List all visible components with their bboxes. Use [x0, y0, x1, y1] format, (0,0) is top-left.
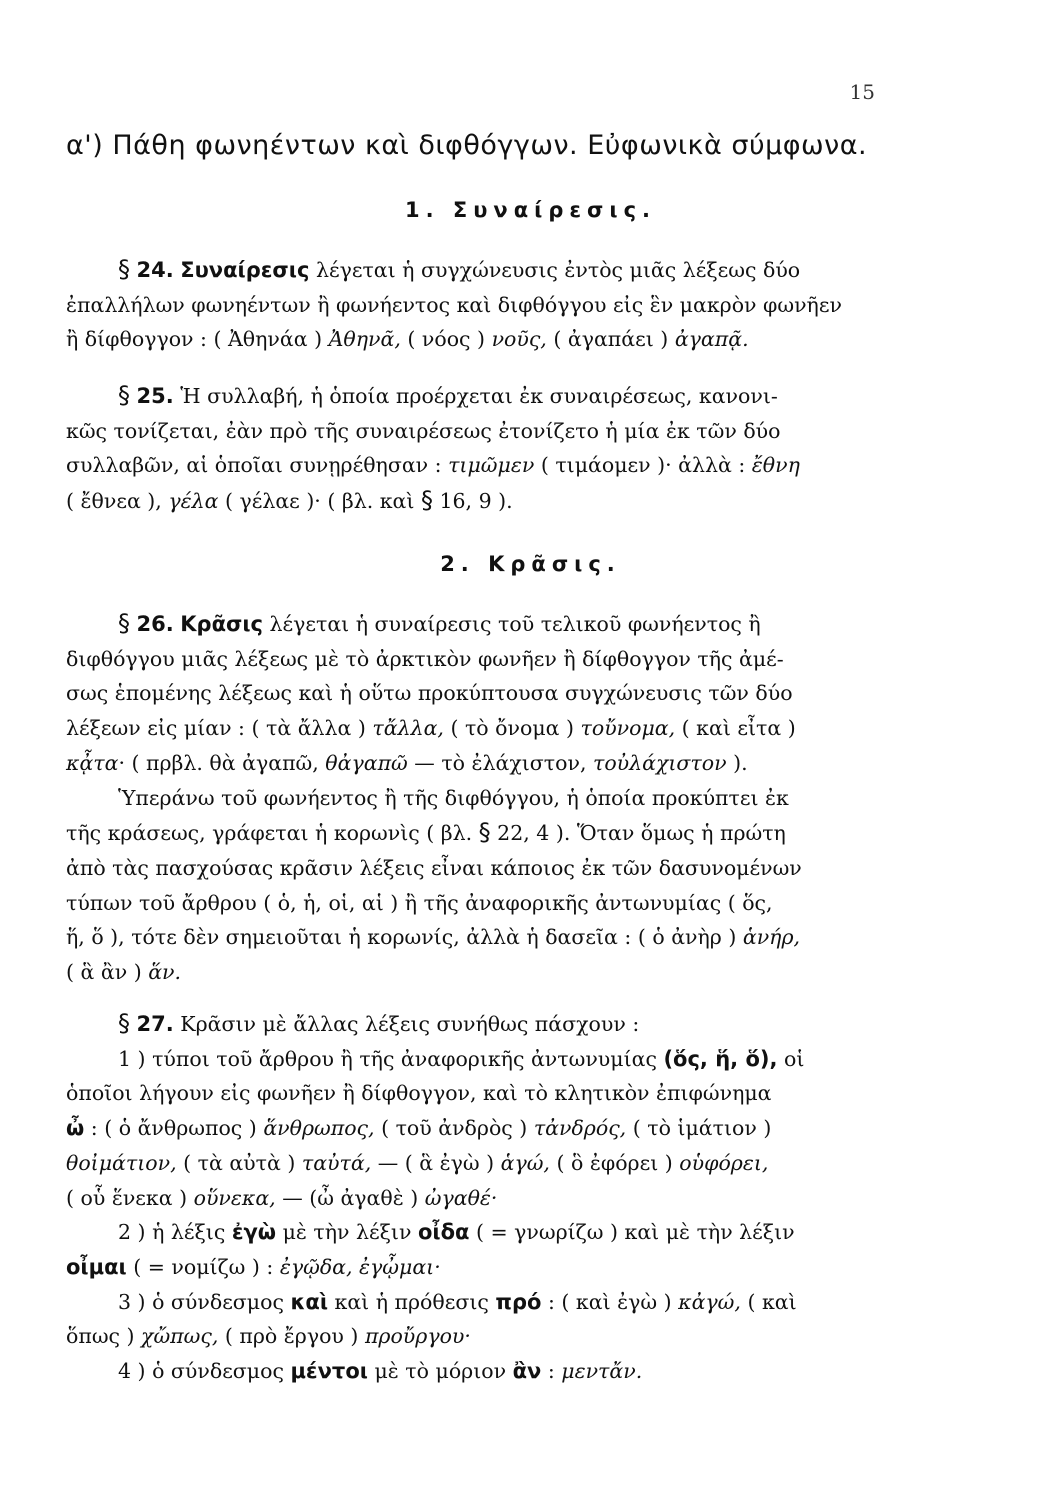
- example: νοῦς,: [491, 327, 547, 352]
- text: συλλαβῶν, αἱ ὁποῖαι συνῃρέθησαν :: [66, 453, 449, 478]
- line: [66, 606, 878, 642]
- text: : ( καὶ ἐγὼ ): [541, 1289, 679, 1314]
- text: 3 ) ὁ σύνδεσμος: [118, 1289, 291, 1314]
- text: — (ὦ ἀγαθὲ ): [275, 1185, 425, 1210]
- text: ( ἀγαπάει ): [546, 327, 675, 352]
- line: [66, 378, 878, 414]
- text: 4 ) ὁ σύνδεσμος: [118, 1359, 291, 1384]
- line: [66, 1354, 878, 1389]
- section-sign: §: [478, 818, 491, 847]
- text: ( γέλαε )· ( βλ. καὶ: [218, 489, 421, 514]
- text: ( καὶ: [740, 1289, 797, 1314]
- text: κῶς τονίζεται, ἐὰν πρὸ τῆς συναιρέσεως ἐτονίζετο ἡ μία ἐκ τῶν δύο: [66, 418, 781, 443]
- section-number: 27.: [136, 1012, 174, 1036]
- line: [66, 955, 878, 990]
- text: · ( πρβλ. θὰ ἀγαπῶ,: [118, 750, 326, 775]
- text: : ( ὁ ἄνθρωπος ): [84, 1116, 264, 1141]
- example: κἀγώ,: [678, 1289, 741, 1314]
- text: — τὸ ἐλάχιστον,: [407, 750, 593, 775]
- section-27: [66, 1006, 878, 1389]
- section-25: [66, 378, 878, 519]
- text: τύπων τοῦ ἄρθρου ( ὁ, ἡ, οἱ, αἱ ) ἢ τῆς ἀναφορικῆς ἀντωνυμίας ( ὅς,: [66, 890, 773, 915]
- line: [66, 781, 878, 816]
- example: τἄλλα,: [372, 716, 444, 741]
- line: [66, 1146, 878, 1181]
- section-sign: §: [118, 609, 130, 637]
- text: καὶ ἡ πρόθεσις: [328, 1289, 496, 1314]
- line: [66, 322, 878, 357]
- text: ( ἔθνεα ),: [66, 489, 169, 514]
- example: χὤπως,: [141, 1324, 219, 1349]
- example: ἁγώ,: [500, 1150, 550, 1175]
- text: ( νόος ): [400, 327, 492, 352]
- text: ( ἃ ἂν ): [66, 960, 149, 985]
- text: ἀπὸ τὰς πασχούσας κρᾶσιν λέξεις εἶναι κάποιος ἐκ τῶν δασυνομένων: [66, 855, 802, 880]
- term: μέντοι: [290, 1359, 368, 1384]
- text: ὅπως ): [66, 1324, 142, 1349]
- line: [66, 1319, 878, 1354]
- heading-synairesis: 1. Συναίρεσις.: [404, 198, 657, 222]
- text: ( πρὸ ἔργου ): [218, 1324, 365, 1349]
- text: ἢ δίφθογγον : ( Ἀθηνάα ): [66, 327, 329, 352]
- line: [66, 1215, 878, 1250]
- line: [66, 886, 878, 921]
- line: [66, 920, 878, 955]
- line: [66, 252, 878, 288]
- line: [66, 448, 878, 483]
- example: οὑφόρει,: [679, 1150, 769, 1175]
- text: λέξεων εἰς μίαν : ( τὰ ἄλλα ): [66, 716, 373, 741]
- line: [66, 815, 878, 851]
- text: ( = γνωρίζω ) καὶ μὲ τὴν λέξιν: [469, 1220, 795, 1245]
- example: οὕνεκα,: [193, 1185, 276, 1210]
- line: [66, 1111, 878, 1146]
- term: ὦ: [66, 1116, 85, 1141]
- example: προὔργου·: [364, 1324, 471, 1349]
- text: λέγεται ἡ συγχώνευσις ἐντὸς μιᾶς λέξεως δύο: [315, 258, 801, 282]
- text: ( τὰ αὐτὰ ): [176, 1150, 302, 1175]
- example: ἅν.: [148, 960, 182, 985]
- example: μεντἄν.: [561, 1359, 643, 1384]
- text: ( τὸ ἱμάτιον ): [626, 1116, 772, 1141]
- text: Κρᾶσιν μὲ ἄλλας λέξεις συνήθως πάσχουν :: [180, 1012, 640, 1036]
- line: [66, 711, 878, 746]
- example: θἀγαπῶ: [325, 750, 408, 775]
- section-sign: §: [118, 1009, 130, 1037]
- text: 2 ) ἡ λέξις: [118, 1220, 232, 1245]
- text: οἱ: [777, 1046, 805, 1071]
- text: ( καὶ εἶτα ): [675, 716, 796, 741]
- line: [66, 1250, 878, 1285]
- example: τἀνδρός,: [533, 1116, 627, 1141]
- term: καὶ: [290, 1289, 328, 1314]
- term: ἂν: [512, 1359, 542, 1384]
- line: [66, 1285, 878, 1320]
- text: τῆς κράσεως, γράφεται ἡ κορωνὶς ( βλ.: [66, 821, 479, 846]
- page-number: 15: [849, 80, 875, 104]
- section-sign: §: [118, 255, 130, 283]
- line: [66, 1042, 878, 1077]
- text: ( = νομίζω ) :: [126, 1254, 280, 1279]
- text: 1 ) τύποι τοῦ ἄρθρου ἢ τῆς ἀναφορικῆς ἀντωνυμίας: [118, 1046, 664, 1071]
- text: ( ὃ ἐφόρει ): [549, 1150, 680, 1175]
- text: Ἡ συλλαβή, ἡ ὁποία προέρχεται ἐκ συναιρέσεως, κανονι-: [180, 384, 778, 408]
- example: ἐγῷδα, ἐγᾦμαι·: [279, 1254, 441, 1279]
- example: τιμῶμεν: [448, 453, 535, 478]
- example: ἔθνη: [751, 453, 800, 478]
- line: [66, 288, 878, 323]
- line: [66, 414, 878, 449]
- text: μὲ τὸ μόριον: [367, 1359, 513, 1384]
- term: ἐγὼ: [231, 1220, 277, 1245]
- section-26: [66, 606, 878, 990]
- text: 22, 4 ). Ὅταν ὅμως ἡ πρώτη: [490, 821, 786, 846]
- example: ἁνήρ,: [742, 925, 801, 950]
- term: Κρᾶσις: [180, 612, 263, 636]
- line: [66, 1006, 878, 1042]
- term: Συναίρεσις: [180, 258, 310, 282]
- section-sign: §: [420, 486, 433, 515]
- text: λέγεται ἡ συναίρεσις τοῦ τελικοῦ φωνήεντος ἢ: [269, 612, 761, 636]
- text: μὲ τὴν λέξιν: [276, 1220, 418, 1245]
- line: [66, 1181, 878, 1216]
- text: ἐπαλλήλων φωνηέντων ἢ φωνήεντος καὶ διφθόγγου εἰς ἓν μακρὸν φωνῆεν: [66, 292, 842, 317]
- example: κᾆτα: [66, 750, 119, 775]
- text: Ὑπεράνω τοῦ φωνήεντος ἢ τῆς διφθόγγου, ἡ ὁποία προκύπτει ἐκ: [118, 785, 789, 810]
- section-number: 25.: [136, 384, 174, 408]
- example: ἅνθρωπος,: [263, 1116, 375, 1141]
- text: ( οὗ ἕνεκα ): [66, 1185, 194, 1210]
- text: ( τιμάομεν )· ἀλλὰ :: [534, 453, 752, 478]
- text: ὁποῖοι λήγουν εἰς φωνῆεν ἢ δίφθογγον, καὶ τὸ κλητικὸν ἐπιφώνημα: [66, 1081, 772, 1106]
- term: οἶμαι: [66, 1254, 127, 1279]
- section-number: 24.: [136, 258, 174, 282]
- section-number: 26.: [136, 612, 174, 636]
- section-24: [66, 252, 878, 357]
- line: [66, 746, 878, 781]
- line: [66, 851, 878, 886]
- line: [66, 676, 878, 711]
- example: θοἰμάτιον,: [66, 1150, 177, 1175]
- text: :: [541, 1359, 562, 1384]
- term: οἶδα: [417, 1220, 470, 1245]
- term: πρό: [495, 1289, 542, 1314]
- example: Ἀθηνᾶ,: [328, 327, 401, 352]
- text: 16, 9 ).: [432, 489, 513, 514]
- example: γέλα: [168, 489, 219, 514]
- text: ( τὸ ὄνομα ): [443, 716, 581, 741]
- text: ἥ, ὅ ), τότε δὲν σημειοῦται ἡ κορωνίς, ἀλλὰ ἡ δασεῖα : ( ὁ ἀνὴρ ): [66, 925, 743, 950]
- example: ὠγαθέ·: [424, 1185, 498, 1210]
- chapter-title: α') Πάθη φωνηέντων καὶ διφθόγγων. Εὐφωνικὰ σύμφωνα.: [66, 130, 868, 161]
- text: σως ἑπομένης λέξεως καὶ ἡ οὕτω προκύπτουσα συγχώνευσις τῶν δύο: [66, 681, 793, 706]
- line: [66, 483, 878, 519]
- example: τοὔνομα,: [580, 716, 676, 741]
- text: ( τοῦ ἀνδρὸς ): [374, 1116, 534, 1141]
- text: διφθόγγου μιᾶς λέξεως μὲ τὸ ἀρκτικὸν φωνῆεν ἢ δίφθογγον τῆς ἀμέ-: [66, 646, 784, 671]
- example: ταὐτά,: [301, 1150, 372, 1175]
- heading-krasis: 2. Κρᾶσις.: [440, 552, 621, 576]
- text: — ( ἃ ἐγὼ ): [371, 1150, 501, 1175]
- term: (ὅς, ἥ, ὅ),: [663, 1046, 778, 1071]
- example: τοὐλάχιστον: [592, 750, 727, 775]
- text: ).: [726, 750, 748, 775]
- section-sign: §: [118, 381, 130, 409]
- line: [66, 1076, 878, 1111]
- line: [66, 642, 878, 677]
- example: ἀγαπᾷ.: [674, 327, 749, 352]
